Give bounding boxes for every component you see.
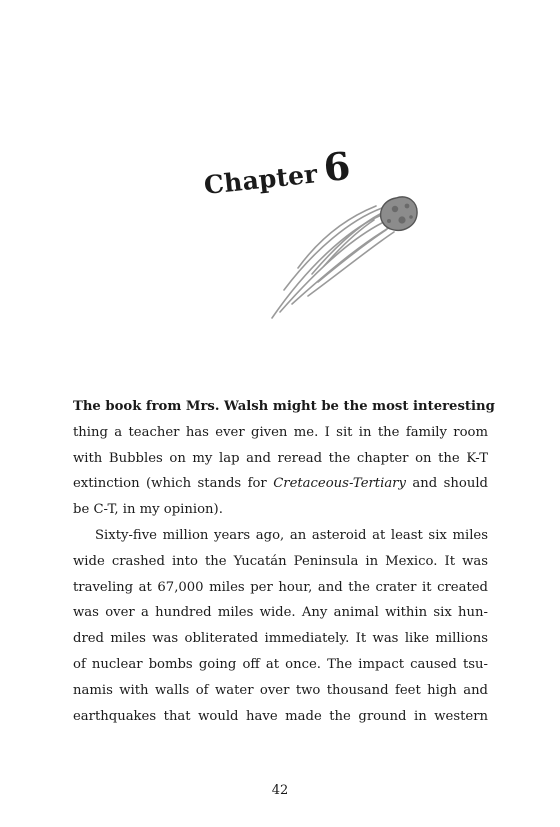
paragraph-2-line: was over a hundred miles wide. Any animal within six hun- [73, 605, 488, 621]
paragraph-2-line: earthquakes that would have made the ground in western [73, 708, 488, 724]
page-number: 42 [271, 783, 289, 798]
italic-term: Cretaceous-Tertiary [273, 476, 406, 492]
paragraph-1-line: with Bubbles on my lap and reread the chapter on the K-T [73, 450, 488, 466]
chapter-word: Chapter [202, 159, 319, 201]
paragraph-2-line: wide crashed into the Yucatán Peninsula in Mexico. It was [73, 553, 488, 569]
paragraph-2-line: traveling at 67,000 miles per hour, and the crater it created [73, 579, 488, 595]
paragraph-1-line-part: and should [405, 476, 488, 492]
paragraph-1-line [73, 471, 488, 497]
paragraph-1-lead: The book from Mrs. Walsh might be the most interesting [73, 399, 495, 414]
paragraph-2-line: dred miles was obliterated immediately. It was like millions [73, 631, 488, 647]
paragraph-1-last-line: be C-T, in my opinion). [73, 502, 223, 518]
paragraph-1-line: thing a teacher has ever given me. I sit in the family room [73, 424, 488, 440]
asteroid-rock [381, 197, 417, 230]
paragraph-1-line-part: extinction (which stands for [73, 476, 274, 492]
body-text [73, 394, 495, 729]
paragraph-2-line: of nuclear bombs going off at once. The impact caused tsu- [73, 656, 488, 672]
chapter-heading [0, 0, 560, 330]
paragraph-2-line: Sixty-five million years ago, an asteroid at least six miles [95, 527, 488, 543]
chapter-number: 6 [321, 142, 353, 191]
asteroid-icon [262, 190, 422, 325]
paragraph-2-line: namis with walls of water over two thousand feet high and [73, 682, 488, 698]
